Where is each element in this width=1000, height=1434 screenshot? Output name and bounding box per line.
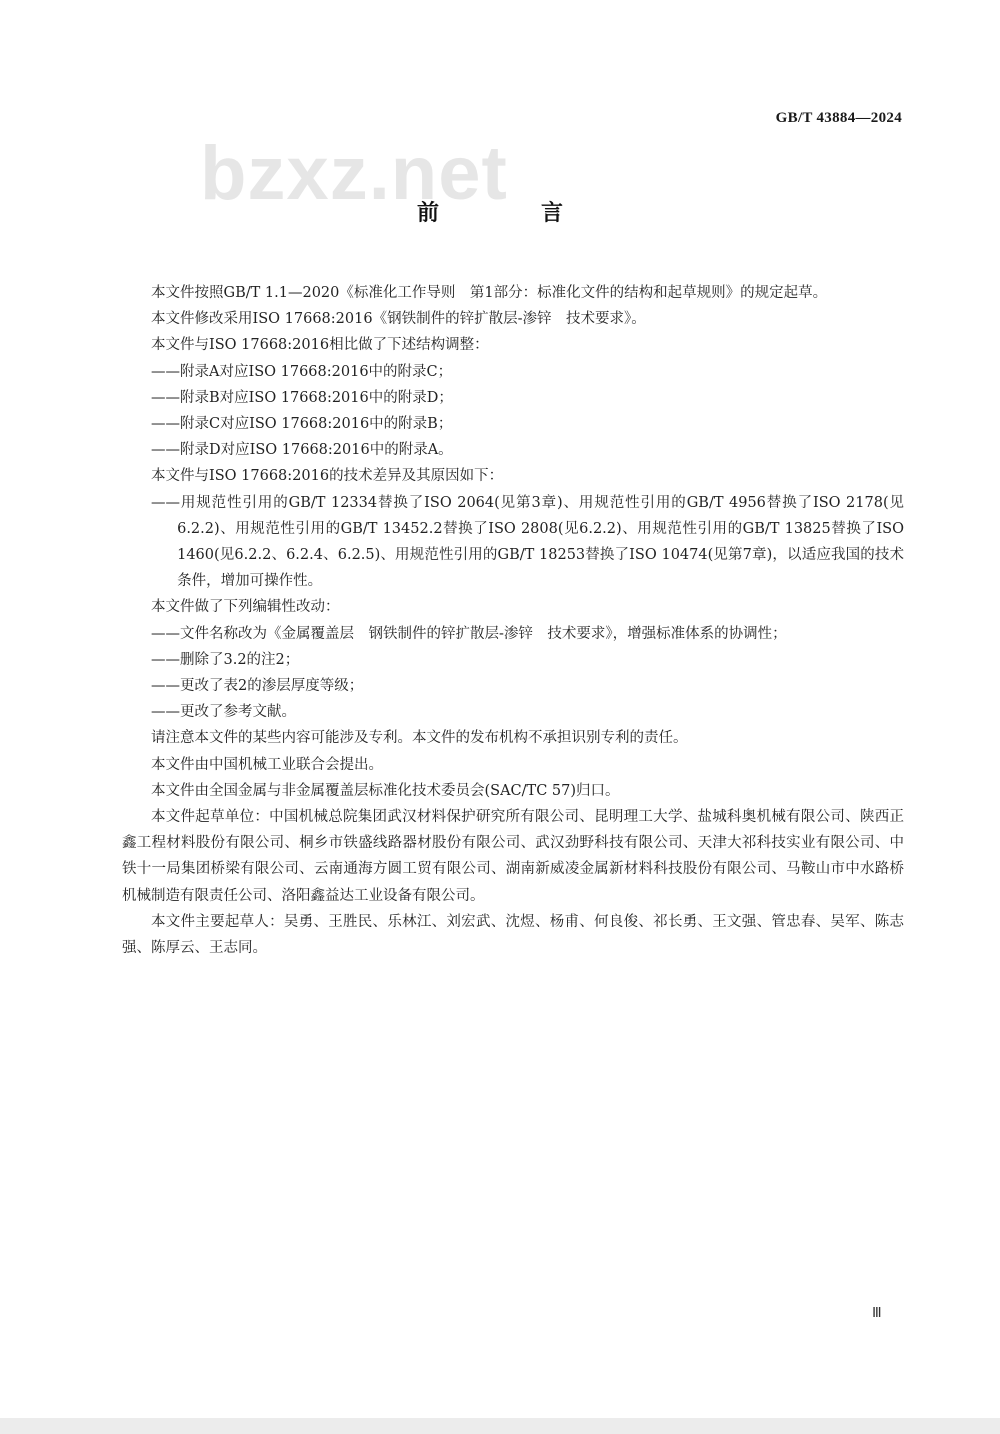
list-item: ——更改了表2的渗层厚度等级；	[151, 678, 364, 695]
paragraph: 本文件修改采用ISO 17668:2016《钢铁制件的锌扩散层-渗锌 技术要求》。	[151, 311, 646, 328]
standard-number: GB/T 43884—2024	[775, 110, 902, 126]
paragraph: 本文件做了下列编辑性改动：	[151, 599, 340, 616]
page-title: 前 言	[416, 201, 603, 226]
paragraph: 本文件由全国金属与非金属覆盖层标准化技术委员会(SAC/TC 57)归口。	[151, 782, 620, 799]
paragraph: 本文件由中国机械工业联合会提出。	[151, 756, 383, 773]
viewer-bottom-bar	[0, 1418, 1000, 1434]
paragraph: 本文件与ISO 17668:2016相比做了下述结构调整：	[151, 337, 489, 354]
paragraph: 本文件主要起草人：吴勇、王胜民、乐林江、刘宏武、沈煜、杨甫、何良俊、祁长勇、王文强、管忠春、吴军、陈志强、陈厚云、王志同。	[122, 913, 904, 957]
list-item: ——用规范性引用的GB/T 12334替换了ISO 2064(见第3章)、用规范性引用的GB/T 4956替换了ISO 2178(见6.2.2)、用规范性引用的GB/T 13452.2替换了ISO 2808(见6.2.2)、用规范性引用的GB/T 13825替换了ISO 1460(见6.2.2、6.2.4、6.2.5)、用规范性引用的GB/T 18253替换了ISO 10474(见第7章)，以适应我国的技术条件，增加可操作性。	[151, 494, 904, 590]
list-item: ——附录D对应ISO 17668:2016中的附录A。	[151, 442, 453, 459]
watermark-text: bzxz.net	[200, 131, 508, 216]
body-text	[122, 280, 904, 961]
paragraph: 请注意本文件的某些内容可能涉及专利。本文件的发布机构不承担识别专利的责任。	[151, 730, 688, 747]
list-item: ——删除了3.2的注2；	[151, 651, 300, 668]
list-item: ——更改了参考文献。	[151, 704, 296, 721]
page-number: Ⅲ	[872, 1306, 882, 1321]
list-item: ——附录C对应ISO 17668:2016中的附录B；	[151, 416, 453, 433]
list-item: ——附录A对应ISO 17668:2016中的附录C；	[151, 363, 453, 380]
paragraph: 本文件按照GB/T 1.1—2020《标准化工作导则 第1部分：标准化文件的结构和起草规则》的规定起草。	[151, 285, 828, 301]
list-item: ——文件名称改为《金属覆盖层 钢铁制件的锌扩散层-渗锌 技术要求》，增强标准体系的协调性；	[151, 625, 787, 642]
list-item: ——附录B对应ISO 17668:2016中的附录D；	[151, 389, 453, 406]
paragraph: 本文件起草单位：中国机械总院集团武汉材料保护研究所有限公司、昆明理工大学、盐城科奥机械有限公司、陕西正鑫工程材料股份有限公司、桐乡市铁盛线路器材股份有限公司、武汉劲野科技有限公司、天津大祁科技实业有限公司、中铁十一局集团桥梁有限公司、云南通海方圆工贸有限公司、湖南新威凌金属新材料科技股份有限公司、马鞍山市中水路桥机械制造有限责任公司、洛阳鑫益达工业设备有限公司。	[122, 809, 904, 904]
paragraph: 本文件与ISO 17668:2016的技术差异及其原因如下：	[151, 468, 504, 485]
